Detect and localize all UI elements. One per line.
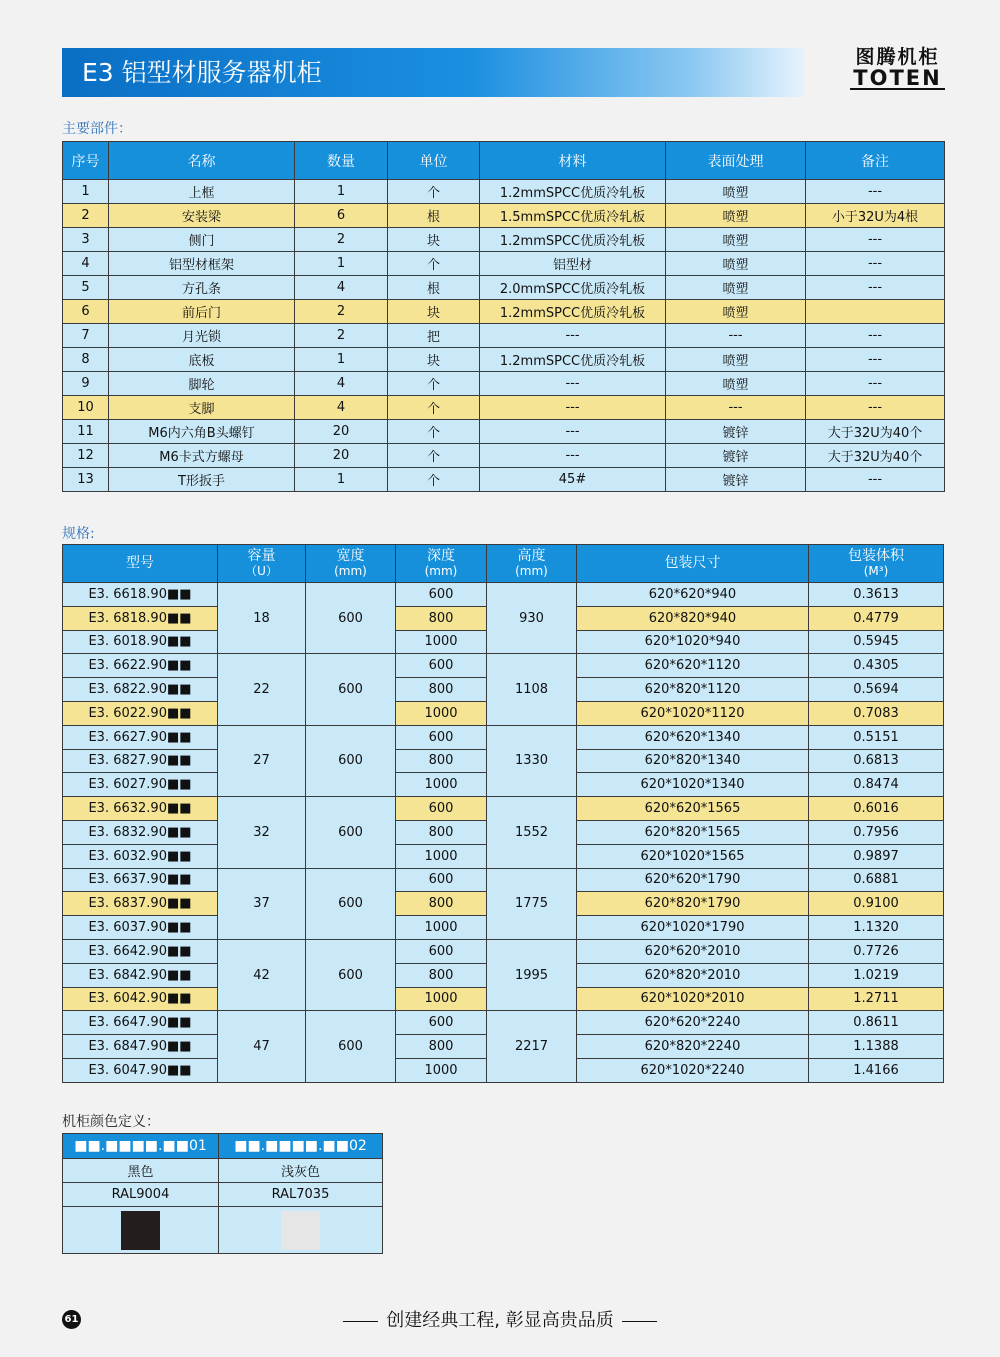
- spec-volume: 1.2711: [809, 987, 944, 1011]
- spec-depth: 1000: [396, 987, 487, 1011]
- spec-capacity: 27: [218, 725, 306, 796]
- spec-depth: 800: [396, 606, 487, 630]
- parts-cell: ---: [480, 396, 666, 420]
- spec-package: 620*620*2240: [577, 1011, 809, 1035]
- parts-cell: 喷塑: [666, 180, 806, 204]
- parts-cell: 1.2mmSPCC优质冷轧板: [480, 348, 666, 372]
- spec-volume: 0.7726: [809, 939, 944, 963]
- parts-cell: 20: [295, 420, 388, 444]
- parts-header-3: 单位: [388, 142, 480, 180]
- parts-cell: 1.2mmSPCC优质冷轧板: [480, 300, 666, 324]
- parts-header-0: 序号: [63, 142, 109, 180]
- spec-depth: 600: [396, 654, 487, 678]
- spec-depth: 800: [396, 678, 487, 702]
- parts-header-1: 名称: [109, 142, 295, 180]
- parts-cell: 个: [388, 396, 480, 420]
- parts-cell: M6卡式方螺母: [109, 444, 295, 468]
- parts-cell: ---: [806, 324, 945, 348]
- parts-cell: ---: [806, 180, 945, 204]
- parts-cell: ---: [806, 252, 945, 276]
- table-row: [63, 939, 944, 963]
- spec-depth: 1000: [396, 844, 487, 868]
- color-name-black: 黑色: [63, 1159, 219, 1183]
- spec-width: 600: [306, 868, 396, 939]
- parts-cell: 铝型材框架: [109, 252, 295, 276]
- specs-header-height: 高度 (mm): [487, 545, 577, 583]
- parts-cell: ---: [806, 396, 945, 420]
- spec-depth: 600: [396, 939, 487, 963]
- parts-cell: 镀锌: [666, 420, 806, 444]
- parts-header-4: 材料: [480, 142, 666, 180]
- brand-logo: [850, 46, 945, 90]
- parts-cell: 支脚: [109, 396, 295, 420]
- spec-height: 1108: [487, 654, 577, 725]
- parts-cell: 4: [63, 252, 109, 276]
- parts-cell: ---: [806, 276, 945, 300]
- spec-model: E3. 6622.90■■: [63, 654, 218, 678]
- spec-volume: 0.7956: [809, 820, 944, 844]
- spec-volume: 1.0219: [809, 963, 944, 987]
- specs-section-label: 规格:: [62, 526, 95, 542]
- parts-cell: 个: [388, 180, 480, 204]
- color-name-gray: 浅灰色: [219, 1159, 383, 1183]
- table-row: [63, 252, 945, 276]
- spec-volume: 0.7083: [809, 701, 944, 725]
- specs-header-package: 包装尺寸: [577, 545, 809, 583]
- color-code-gray: ■■.■■■■.■■02: [219, 1134, 383, 1159]
- spec-package: 620*1020*2240: [577, 1058, 809, 1082]
- parts-cell: M6内六角B头螺钉: [109, 420, 295, 444]
- spec-depth: 1000: [396, 773, 487, 797]
- spec-model: E3. 6818.90■■: [63, 606, 218, 630]
- spec-depth: 1000: [396, 916, 487, 940]
- parts-cell: 6: [295, 204, 388, 228]
- spec-model: E3. 6647.90■■: [63, 1011, 218, 1035]
- parts-cell: 根: [388, 276, 480, 300]
- spec-capacity: 42: [218, 939, 306, 1010]
- parts-cell: ---: [480, 324, 666, 348]
- spec-model: E3. 6842.90■■: [63, 963, 218, 987]
- parts-cell: 1.2mmSPCC优质冷轧板: [480, 180, 666, 204]
- spec-model: E3. 6827.90■■: [63, 749, 218, 773]
- spec-package: 620*820*1565: [577, 820, 809, 844]
- footer-slogan: [0, 1306, 1000, 1332]
- parts-cell: 小于32U为4根: [806, 204, 945, 228]
- spec-depth: 600: [396, 725, 487, 749]
- color-swatch-black: [121, 1211, 160, 1250]
- slogan-dash-right: [622, 1321, 657, 1322]
- slogan-dash-left: [343, 1321, 378, 1322]
- spec-package: 620*820*940: [577, 606, 809, 630]
- parts-cell: 4: [295, 396, 388, 420]
- parts-cell: 2: [295, 300, 388, 324]
- parts-cell: 1: [63, 180, 109, 204]
- parts-cell: 45#: [480, 468, 666, 492]
- parts-cell: 个: [388, 252, 480, 276]
- parts-cell: 喷塑: [666, 228, 806, 252]
- spec-height: 1330: [487, 725, 577, 796]
- slogan-text: 创建经典工程, 彰显高贵品质: [386, 1310, 614, 1331]
- spec-depth: 800: [396, 749, 487, 773]
- table-row: [63, 228, 945, 252]
- logo-cn: 图腾机柜: [855, 46, 940, 68]
- parts-cell: 大于32U为40个: [806, 420, 945, 444]
- spec-model: E3. 6832.90■■: [63, 820, 218, 844]
- table-row: [63, 324, 945, 348]
- table-row: [63, 583, 944, 607]
- parts-cell: 个: [388, 468, 480, 492]
- page-title: E3 铝型材服务器机柜: [62, 48, 804, 97]
- spec-volume: 0.8474: [809, 773, 944, 797]
- parts-cell: 3: [63, 228, 109, 252]
- spec-package: 620*1020*1120: [577, 701, 809, 725]
- swatch-cell-gray: [219, 1207, 383, 1254]
- parts-cell: 喷塑: [666, 372, 806, 396]
- spec-depth: 600: [396, 1011, 487, 1035]
- parts-cell: 根: [388, 204, 480, 228]
- spec-package: 620*1020*1340: [577, 773, 809, 797]
- parts-header-6: 备注: [806, 142, 945, 180]
- parts-cell: ---: [806, 468, 945, 492]
- parts-cell: 个: [388, 444, 480, 468]
- spec-volume: 0.5945: [809, 630, 944, 654]
- spec-capacity: 47: [218, 1011, 306, 1082]
- spec-volume: 1.4166: [809, 1058, 944, 1082]
- spec-model: E3. 6027.90■■: [63, 773, 218, 797]
- spec-volume: 1.1388: [809, 1035, 944, 1059]
- spec-volume: 0.6881: [809, 868, 944, 892]
- parts-cell: [806, 300, 945, 324]
- parts-cell: 1: [295, 468, 388, 492]
- parts-cell: 方孔条: [109, 276, 295, 300]
- spec-model: E3. 6632.90■■: [63, 797, 218, 821]
- parts-cell: 1.5mmSPCC优质冷轧板: [480, 204, 666, 228]
- spec-width: 600: [306, 725, 396, 796]
- spec-model: E3. 6627.90■■: [63, 725, 218, 749]
- parts-cell: 前后门: [109, 300, 295, 324]
- parts-cell: 喷塑: [666, 204, 806, 228]
- spec-volume: 0.4305: [809, 654, 944, 678]
- spec-volume: 0.4779: [809, 606, 944, 630]
- spec-package: 620*820*1120: [577, 678, 809, 702]
- spec-width: 600: [306, 939, 396, 1010]
- logo-en: TOTEN: [850, 68, 945, 90]
- spec-package: 620*820*1340: [577, 749, 809, 773]
- parts-cell: ---: [666, 324, 806, 348]
- spec-model: E3. 6837.90■■: [63, 892, 218, 916]
- spec-volume: 0.8611: [809, 1011, 944, 1035]
- spec-model: E3. 6032.90■■: [63, 844, 218, 868]
- parts-cell: 喷塑: [666, 276, 806, 300]
- color-ral-gray: RAL7035: [219, 1183, 383, 1207]
- spec-volume: 0.5151: [809, 725, 944, 749]
- spec-model: E3. 6822.90■■: [63, 678, 218, 702]
- specs-table: [62, 544, 944, 1083]
- parts-cell: ---: [480, 444, 666, 468]
- parts-cell: 镀锌: [666, 444, 806, 468]
- spec-package: 620*1020*1565: [577, 844, 809, 868]
- specs-header-depth: 深度 (mm): [396, 545, 487, 583]
- spec-capacity: 32: [218, 797, 306, 868]
- parts-cell: 8: [63, 348, 109, 372]
- spec-package: 620*620*1790: [577, 868, 809, 892]
- parts-cell: 2: [63, 204, 109, 228]
- spec-package: 620*620*1340: [577, 725, 809, 749]
- spec-package: 620*620*1565: [577, 797, 809, 821]
- table-row: [63, 868, 944, 892]
- spec-package: 620*1020*940: [577, 630, 809, 654]
- swatch-cell-black: [63, 1207, 219, 1254]
- parts-cell: 喷塑: [666, 300, 806, 324]
- parts-cell: 喷塑: [666, 348, 806, 372]
- parts-cell: 1.2mmSPCC优质冷轧板: [480, 228, 666, 252]
- table-row: [63, 725, 944, 749]
- spec-volume: 0.6813: [809, 749, 944, 773]
- spec-capacity: 18: [218, 583, 306, 654]
- page-number: 61: [62, 1310, 81, 1329]
- specs-header-volume: 包装体积 (M³): [809, 545, 944, 583]
- parts-cell: 10: [63, 396, 109, 420]
- spec-depth: 600: [396, 583, 487, 607]
- table-row: [63, 396, 945, 420]
- color-swatch-gray: [281, 1211, 320, 1250]
- parts-header-5: 表面处理: [666, 142, 806, 180]
- parts-cell: 把: [388, 324, 480, 348]
- spec-width: 600: [306, 797, 396, 868]
- parts-cell: 上框: [109, 180, 295, 204]
- spec-model: E3. 6018.90■■: [63, 630, 218, 654]
- spec-package: 620*820*2010: [577, 963, 809, 987]
- parts-cell: 块: [388, 348, 480, 372]
- spec-volume: 0.3613: [809, 583, 944, 607]
- spec-package: 620*820*1790: [577, 892, 809, 916]
- spec-height: 2217: [487, 1011, 577, 1082]
- spec-volume: 0.9100: [809, 892, 944, 916]
- parts-cell: 喷塑: [666, 252, 806, 276]
- parts-cell: 4: [295, 372, 388, 396]
- spec-depth: 600: [396, 797, 487, 821]
- parts-cell: 脚轮: [109, 372, 295, 396]
- parts-cell: 个: [388, 372, 480, 396]
- table-row: [63, 797, 944, 821]
- parts-table: [62, 141, 945, 492]
- spec-capacity: 37: [218, 868, 306, 939]
- parts-cell: T形扳手: [109, 468, 295, 492]
- parts-cell: ---: [666, 396, 806, 420]
- parts-cell: 大于32U为40个: [806, 444, 945, 468]
- color-code-black: ■■.■■■■.■■01: [63, 1134, 219, 1159]
- spec-volume: 0.6016: [809, 797, 944, 821]
- table-row: [63, 204, 945, 228]
- parts-cell: 20: [295, 444, 388, 468]
- spec-volume: 1.1320: [809, 916, 944, 940]
- spec-model: E3. 6637.90■■: [63, 868, 218, 892]
- spec-package: 620*820*2240: [577, 1035, 809, 1059]
- parts-cell: 镀锌: [666, 468, 806, 492]
- table-row: [63, 468, 945, 492]
- parts-cell: ---: [480, 420, 666, 444]
- spec-width: 600: [306, 654, 396, 725]
- spec-height: 1552: [487, 797, 577, 868]
- spec-model: E3. 6022.90■■: [63, 701, 218, 725]
- colors-section-label: 机柜颜色定义：: [62, 1114, 160, 1130]
- parts-section-label: 主要部件：: [62, 121, 132, 137]
- parts-cell: 2: [295, 324, 388, 348]
- spec-volume: 0.9897: [809, 844, 944, 868]
- spec-depth: 1000: [396, 630, 487, 654]
- spec-depth: 600: [396, 868, 487, 892]
- parts-cell: 个: [388, 420, 480, 444]
- table-row: [63, 654, 944, 678]
- spec-volume: 0.5694: [809, 678, 944, 702]
- parts-cell: ---: [806, 228, 945, 252]
- parts-cell: 2.0mmSPCC优质冷轧板: [480, 276, 666, 300]
- specs-header-capacity: 容量 （U）: [218, 545, 306, 583]
- spec-package: 620*620*2010: [577, 939, 809, 963]
- parts-cell: 1: [295, 348, 388, 372]
- spec-model: E3. 6042.90■■: [63, 987, 218, 1011]
- spec-package: 620*620*1120: [577, 654, 809, 678]
- parts-cell: ---: [806, 372, 945, 396]
- spec-depth: 800: [396, 820, 487, 844]
- table-row: [63, 180, 945, 204]
- table-row: [63, 348, 945, 372]
- spec-model: E3. 6847.90■■: [63, 1035, 218, 1059]
- table-row: [63, 1011, 944, 1035]
- spec-width: 600: [306, 1011, 396, 1082]
- table-row: [63, 300, 945, 324]
- parts-cell: 13: [63, 468, 109, 492]
- spec-height: 1995: [487, 939, 577, 1010]
- parts-cell: 7: [63, 324, 109, 348]
- table-row: [63, 444, 945, 468]
- parts-cell: 4: [295, 276, 388, 300]
- spec-height: 930: [487, 583, 577, 654]
- spec-model: E3. 6047.90■■: [63, 1058, 218, 1082]
- parts-cell: ---: [806, 348, 945, 372]
- parts-cell: 11: [63, 420, 109, 444]
- parts-cell: 5: [63, 276, 109, 300]
- spec-capacity: 22: [218, 654, 306, 725]
- spec-depth: 800: [396, 1035, 487, 1059]
- spec-model: E3. 6037.90■■: [63, 916, 218, 940]
- parts-cell: 2: [295, 228, 388, 252]
- parts-cell: 安装梁: [109, 204, 295, 228]
- table-row: [63, 420, 945, 444]
- spec-depth: 1000: [396, 1058, 487, 1082]
- spec-width: 600: [306, 583, 396, 654]
- spec-model: E3. 6642.90■■: [63, 939, 218, 963]
- parts-cell: 1: [295, 252, 388, 276]
- spec-height: 1775: [487, 868, 577, 939]
- parts-cell: 侧门: [109, 228, 295, 252]
- spec-model: E3. 6618.90■■: [63, 583, 218, 607]
- parts-cell: 块: [388, 228, 480, 252]
- spec-depth: 800: [396, 892, 487, 916]
- table-row: [63, 372, 945, 396]
- parts-cell: 12: [63, 444, 109, 468]
- colors-table: [62, 1133, 383, 1254]
- parts-cell: 块: [388, 300, 480, 324]
- parts-cell: 铝型材: [480, 252, 666, 276]
- parts-cell: 1: [295, 180, 388, 204]
- color-ral-black: RAL9004: [63, 1183, 219, 1207]
- specs-header-width: 宽度 (mm): [306, 545, 396, 583]
- spec-depth: 800: [396, 963, 487, 987]
- spec-package: 620*620*940: [577, 583, 809, 607]
- spec-depth: 1000: [396, 701, 487, 725]
- parts-cell: ---: [480, 372, 666, 396]
- parts-header-2: 数量: [295, 142, 388, 180]
- table-row: [63, 276, 945, 300]
- parts-cell: 底板: [109, 348, 295, 372]
- parts-cell: 6: [63, 300, 109, 324]
- specs-header-model: 型号: [63, 545, 218, 583]
- spec-package: 620*1020*2010: [577, 987, 809, 1011]
- spec-package: 620*1020*1790: [577, 916, 809, 940]
- parts-cell: 9: [63, 372, 109, 396]
- parts-cell: 月光锁: [109, 324, 295, 348]
